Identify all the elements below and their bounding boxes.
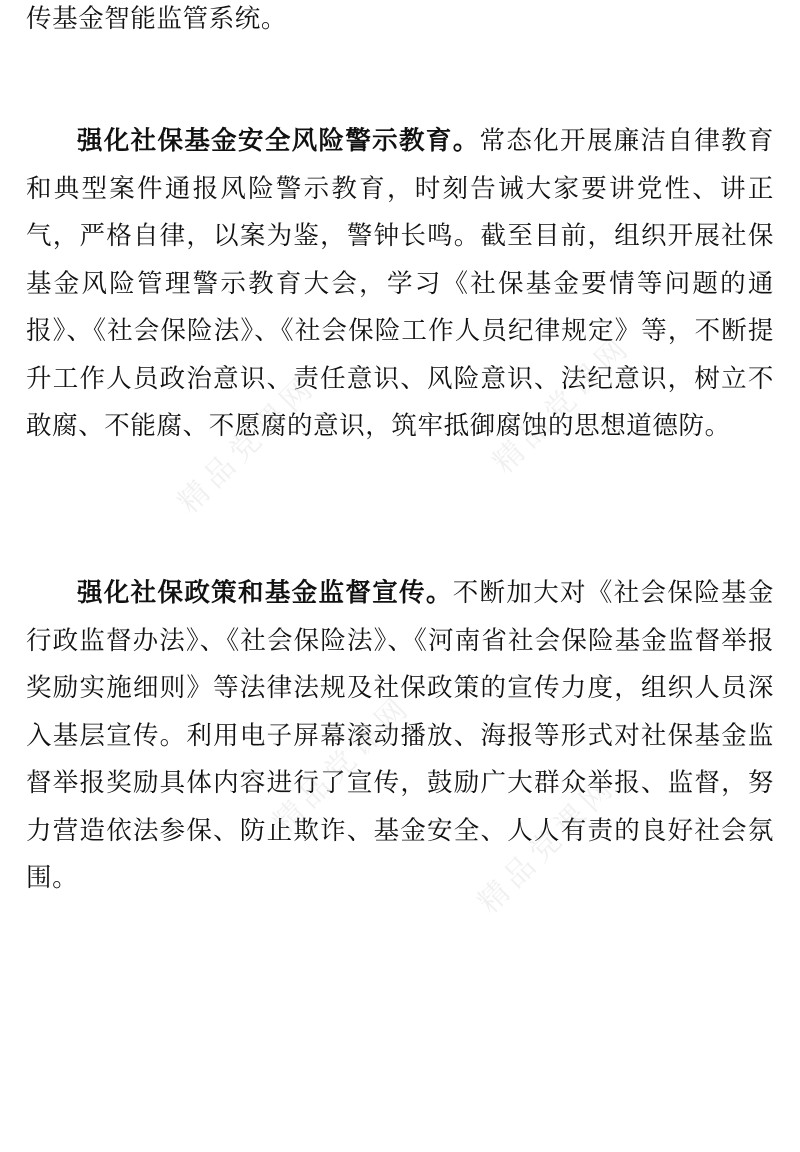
watermark: 精品党课网 bbox=[471, 768, 624, 921]
watermark: 精品党课网 bbox=[266, 688, 419, 841]
lead-line: 传基金智能监管系统。 bbox=[26, 4, 288, 34]
watermark: 精品党课网 bbox=[486, 328, 639, 481]
paragraph-text bbox=[26, 118, 774, 451]
paragraph-body: 不断加大对《社会保险基金行政监督办法》、《社会保险法》、《河南省社会保险基金监督举报奖励实施细则》等法律法规及社保政策的宣传力度，组织人员深入基层宣传。利用电子屏幕滚动播放、海报等形式对社保基金监督举报奖励具体内容进行了宣传，鼓励广大群众举报、监督，努力营造依法参保、防止欺诈、基金安全、人人有责的良好社会氛围。 bbox=[26, 578, 774, 893]
paragraph-body: 常态化开展廉洁自律教育和典型案件通报风险警示教育，时刻告诫大家要讲党性、讲正气，严格自律，以案为鉴，警钟长鸣。截至目前，组织开展社保基金风险管理警示教育大会，学习《社保基金要情等问题的通报》、《社会保险法》、《社会保险工作人员纪律规定》等，不断提升工作人员政治意识、责任意识、风险意识、法纪意识，树立不敢腐、不能腐、不愿腐的意识，筑牢抵御腐蚀的思想道德防。 bbox=[26, 126, 774, 441]
paragraph-policy-publicity bbox=[26, 570, 774, 903]
paragraph-risk-education bbox=[26, 118, 774, 451]
lead-line-block bbox=[26, 0, 774, 44]
paragraph-heading: 强化社保基金安全风险警示教育。 bbox=[77, 126, 480, 156]
paragraph-text bbox=[26, 570, 774, 903]
watermark: 精品党课网 bbox=[171, 368, 324, 521]
paragraph-heading: 强化社保政策和基金监督宣传。 bbox=[77, 578, 453, 608]
